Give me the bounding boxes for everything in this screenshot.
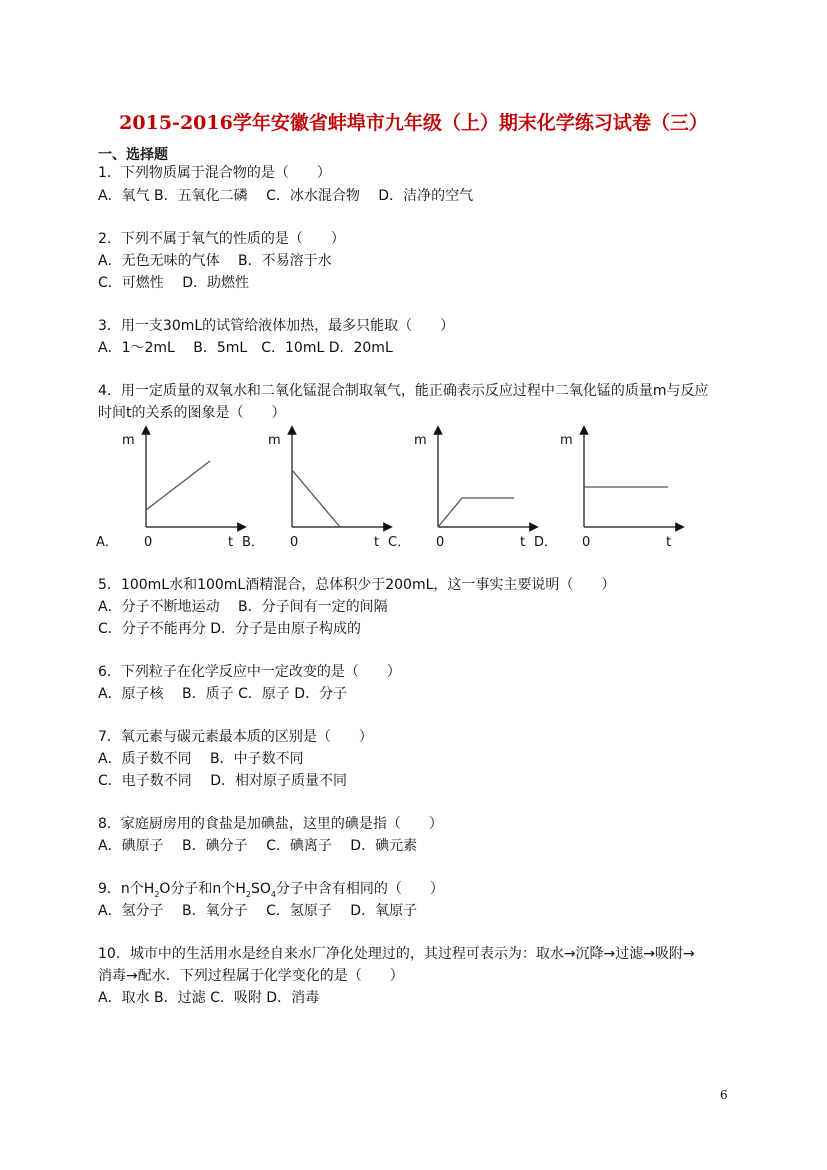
q1-options: A．氧气 B．五氧化二磷 C．冰水混合物 D．洁净的空气 [98,188,474,204]
q9-options: A．氢分子 B．氧分子 C．氢原子 D．氧原子 [98,903,418,919]
q10-stem-line1: 10．城市中的生活用水是经自来水厂净化处理过的，其过程可表示为：取水→沉降→过滤→吸附→ [98,946,695,962]
page-title: 2015-2016学年安徽省蚌埠市九年级（上）期末化学练习试卷（三） [119,112,708,134]
q10-stem-line2: 消毒→配水．下列过程属于化学变化的是（ ） [98,968,404,984]
q2-stem: 2．下列不属于氧气的性质的是（ ） [98,231,345,247]
graph-d [534,430,680,550]
q9-stem [98,880,444,904]
option-d-label: D． [534,535,558,550]
q4-stem-line2: 时间t的关系的图象是（ ） [98,405,286,421]
graph-b-origin: 0 [290,535,299,550]
q8-stem: 8．家庭厨房用的食盐是加碘盐，这里的碘是指（ ） [98,816,443,832]
q9-prefix: 9．n个 [98,881,144,897]
graph-b [242,430,388,550]
graph-c-y-label: m [414,433,427,448]
graph-b-curve [292,470,340,527]
page-number: 6 [720,1088,728,1102]
q9-mid: 分子和n个 [170,881,236,897]
q1-stem: 1．下列物质属于混合物的是（ ） [98,165,331,181]
graph-c-origin: 0 [436,535,445,550]
q2-options-line1: A．无色无味的气体 B．不易溶于水 [98,253,332,269]
q5-options-line1: A．分子不断地运动 B．分子间有一定的间隔 [98,599,388,615]
graph-d-x-label: t [666,535,672,550]
q2-options-line2: C．可燃性 D．助燃性 [98,275,250,291]
graph-a-x-label: t [228,535,234,550]
graph-a-origin: 0 [144,535,153,550]
h2so4-formula: $H_2SO_4$ [235,881,276,899]
q10-options: A．取水 B．过滤 C．吸附 D．消毒 [98,990,320,1006]
graph-c-x-label: t [520,535,526,550]
h2o-formula: $H_2O$ [143,881,171,899]
graph-a-y-label: m [122,433,135,448]
q7-options-line1: A．质子数不同 B．中子数不同 [98,751,304,767]
option-b-label: B． [242,535,264,550]
option-a-label: A． [96,535,118,550]
graph-a [96,430,242,550]
graph-b-y-label: m [268,433,281,448]
graph-d-origin: 0 [582,535,591,550]
q4-stem-line1: 4．用一定质量的双氧水和二氧化锰混合制取氧气，能正确表示反应过程中二氧化锰的质量m与反应 [98,383,709,399]
q7-options-line2: C．电子数不同 D．相对原子质量不同 [98,773,348,789]
option-c-label: C． [388,535,411,550]
q6-options: A．原子核 B．质子 C．原子 D．分子 [98,686,348,702]
q6-stem: 6．下列粒子在化学反应中一定改变的是（ ） [98,664,401,680]
q5-options-line2: C．分子不能再分 D．分子是由原子构成的 [98,621,362,637]
q9-suffix: 分子中含有相同的（ ） [275,881,444,897]
q4-graphs-svg [96,424,736,554]
graph-a-curve [146,461,210,510]
graph-c [388,430,534,550]
q3-stem: 3．用一支30mL的试管给液体加热，最多只能取（ ） [98,318,455,334]
graph-d-y-label: m [560,433,573,448]
q7-stem: 7．氧元素与碳元素最本质的区别是（ ） [98,729,373,745]
q4-graph-options [96,424,736,554]
q3-options: A．1～2mL B．5mL C．10mL D．20mL [98,340,393,356]
graph-b-x-label: t [374,535,380,550]
q8-options: A．碘原子 B．碘分子 C．碘离子 D．碘元素 [98,838,418,854]
graph-c-curve [438,498,514,527]
section-heading: 一、选择题 [98,147,168,163]
q5-stem: 5．100mL水和100mL酒精混合，总体积少于200mL，这一事实主要说明（ ） [98,577,616,593]
